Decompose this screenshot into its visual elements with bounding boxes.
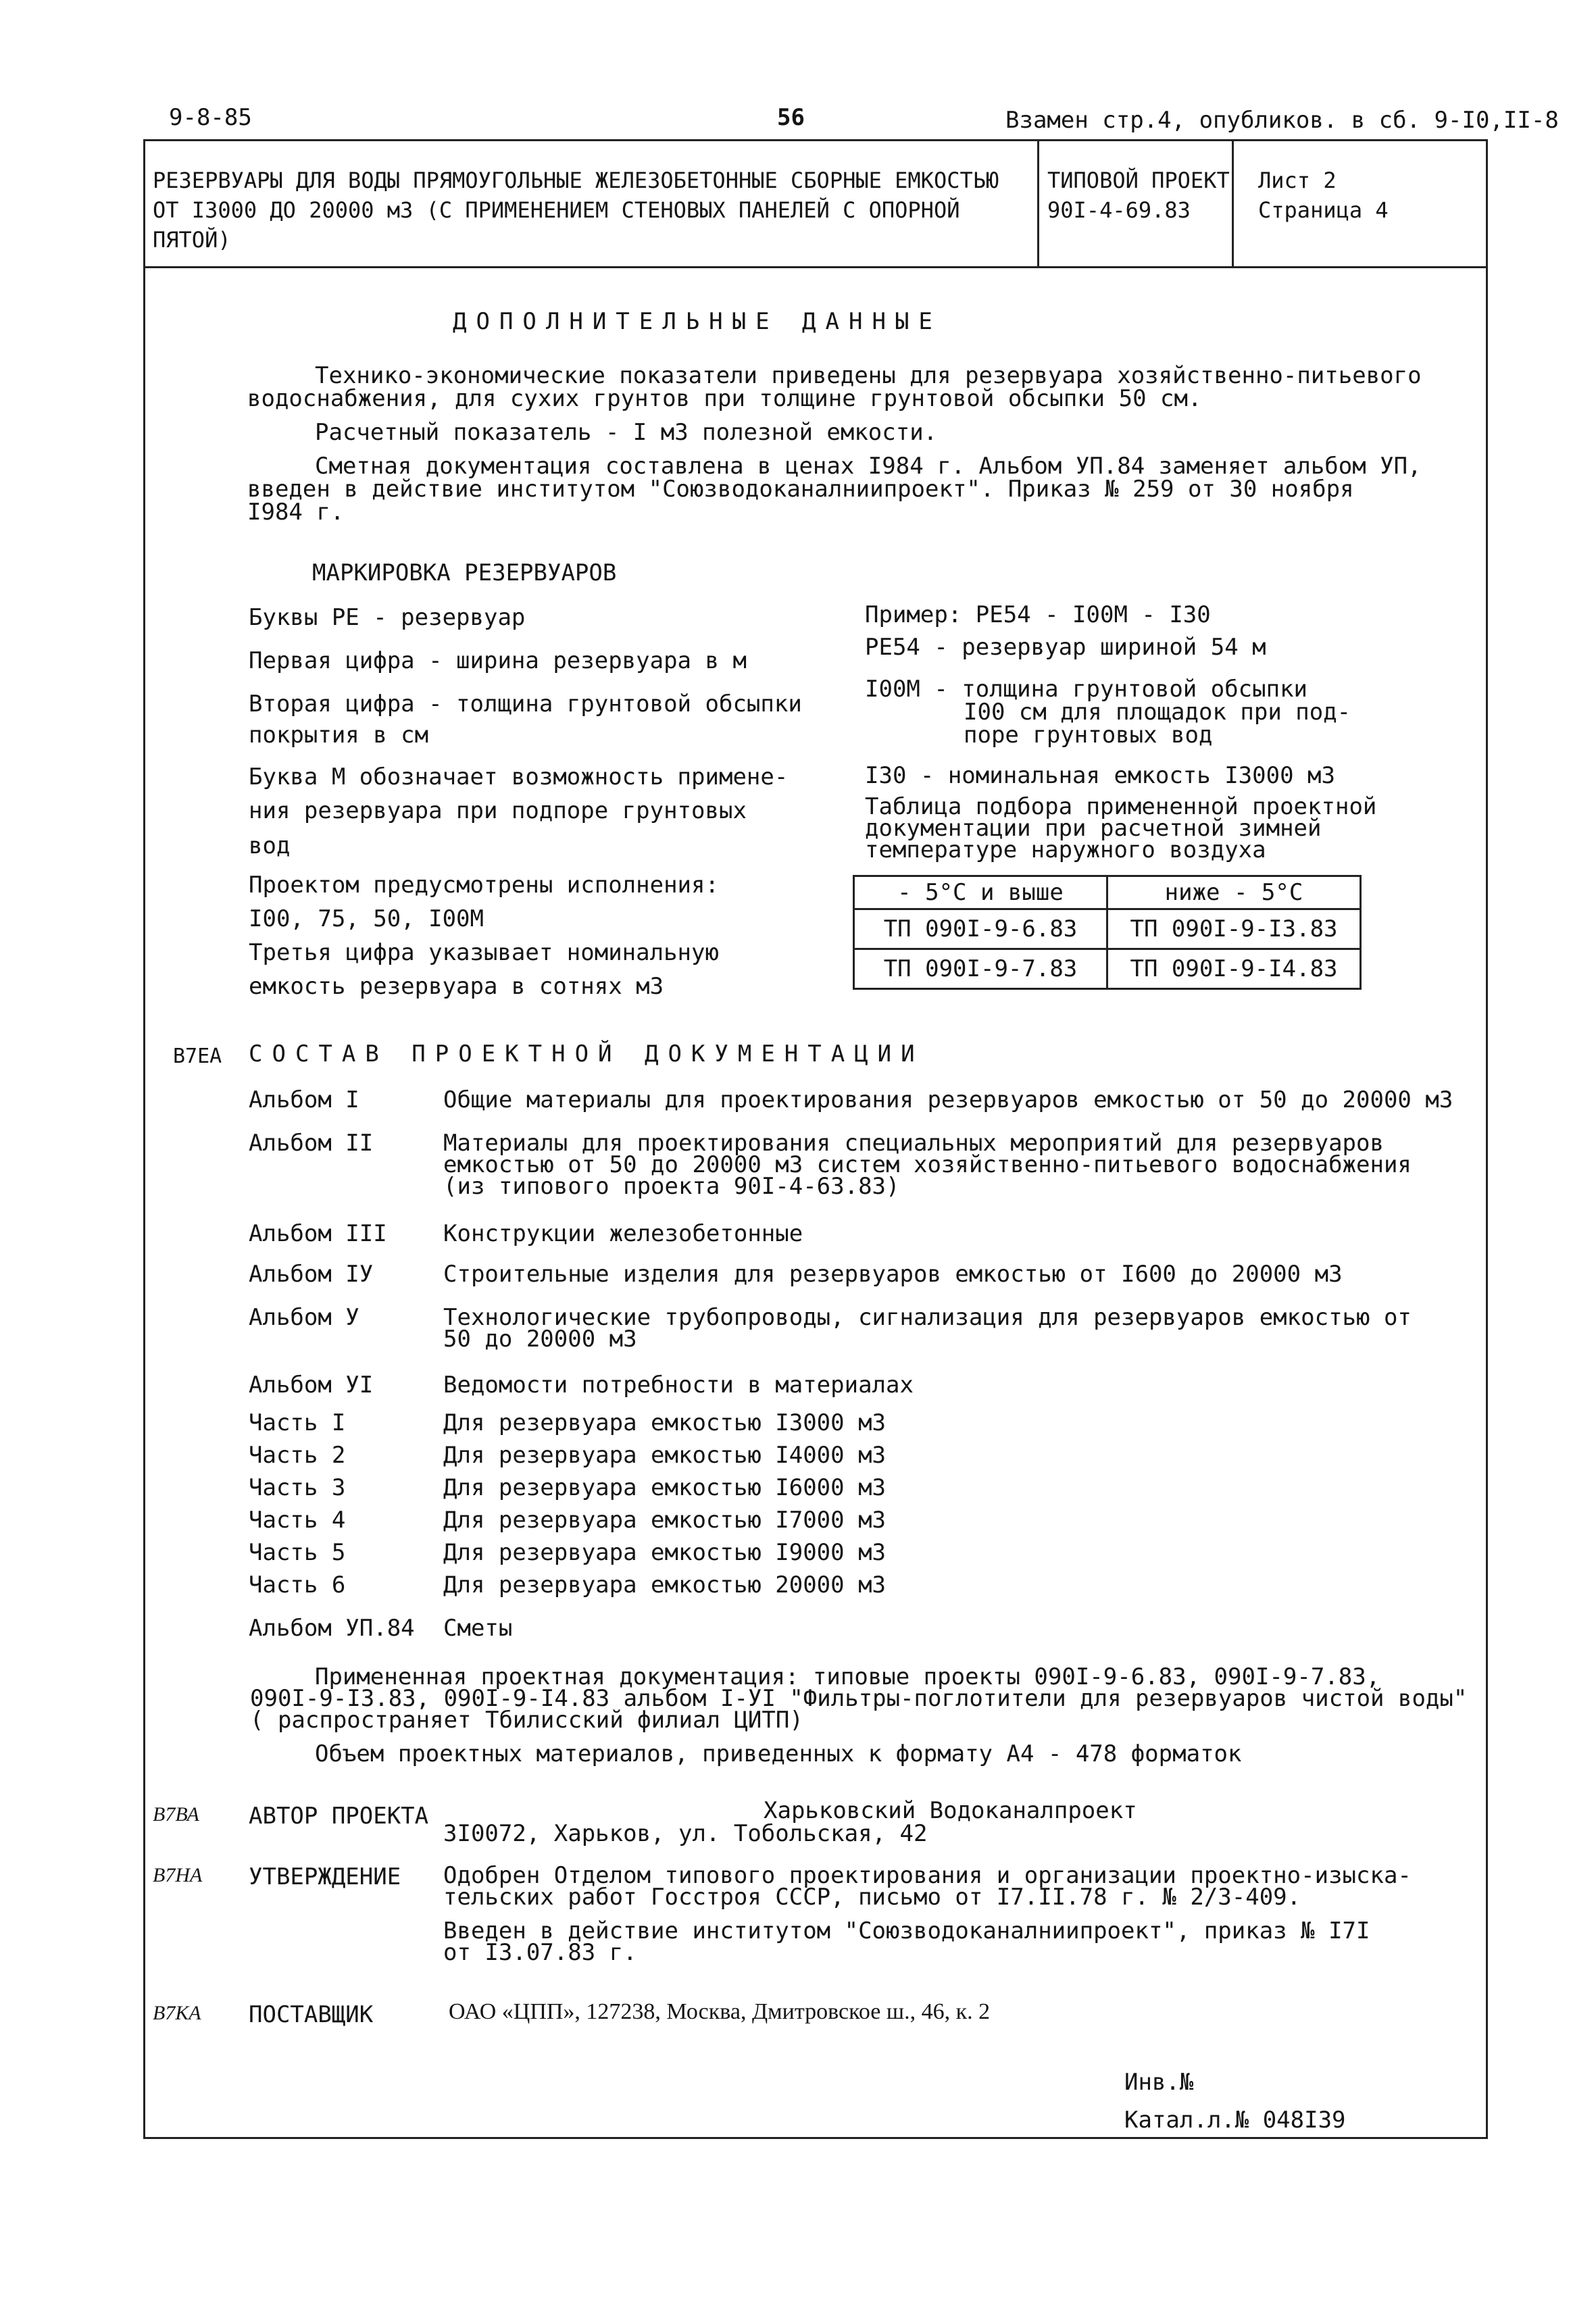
marking-left-6a: Третья цифра указывает номинальную: [249, 939, 719, 966]
project-number: 90I-4-69.83: [1047, 197, 1191, 223]
composition-heading: СОСТАВ ПРОЕКТНОЙ ДОКУМЕНТАЦИИ: [249, 1040, 924, 1067]
header-date: 9-8-85: [169, 104, 252, 131]
marking-right-2: РЕ54 - резервуар шириной 54 м: [865, 634, 1266, 661]
marking-left-5b: I00, 75, 50, I00М: [249, 905, 484, 932]
additional-p2: Расчетный показатель - I м3 полезной емкости.: [315, 419, 938, 446]
replaces-note: Взамен стр.4, опубликов. в сб. 9-I0,II-8: [1005, 107, 1559, 134]
table-cell: ТП 090I-9-I4.83: [1107, 949, 1361, 989]
table-cell: ТП 090I-9-I3.83: [1107, 909, 1361, 949]
album-text: емкостью от 50 до 20000 м3 систем хозяйственно-питьевого водоснабжения: [443, 1151, 1412, 1178]
album-text: Сметы: [443, 1615, 513, 1642]
album-label: Альбом У: [249, 1304, 359, 1331]
album-text: Строительные изделия для резервуаров емкостью от I600 до 20000 м3: [443, 1261, 1343, 1288]
album-text: Материалы для проектирования специальных мероприятий для резервуаров: [443, 1130, 1384, 1157]
selection-col-warm: - 5°С и выше: [854, 876, 1107, 909]
marking-left-3a: Вторая цифра - толщина грунтовой обсыпки: [249, 690, 802, 718]
supplier-label: ПОСТАВЩИК: [249, 2001, 374, 2028]
title-line-2: ОТ I3000 ДО 20000 м3 (С ПРИМЕНЕНИЕМ СТЕНОВЫХ ПАНЕЛЕЙ С ОПОРНОЙ: [153, 197, 960, 223]
marking-left-2: Первая цифра - ширина резервуара в м: [249, 647, 747, 674]
album-text: Общие материалы для проектирования резервуаров емкостью от 50 до 20000 м3: [443, 1086, 1453, 1113]
album-text: (из типового проекта 90I-4-63.83): [443, 1173, 900, 1200]
composition-code: В7ЕА: [173, 1045, 222, 1068]
album-label: Альбом II: [249, 1130, 374, 1157]
part-label: Часть 5: [249, 1539, 346, 1566]
supplier-text: ОАО «ЦПП», 127238, Москва, Дмитровское ш., 46, к. 2: [449, 1999, 991, 2024]
selection-table-header: [854, 876, 1361, 909]
album-label: Альбом I: [249, 1086, 359, 1113]
marking-right-4: I30 - номинальная емкость I3000 м3: [865, 762, 1335, 789]
table-row: [854, 909, 1361, 949]
approval-code: В7НА: [153, 1864, 203, 1886]
page-label: Страница 4: [1258, 197, 1389, 223]
additional-p3-line2: введен в действие институтом "Союзводоканалниипроект". Приказ № 259 от 30 ноября: [247, 476, 1354, 503]
part-text: Для резервуара емкостью I9000 м3: [443, 1539, 887, 1566]
marking-heading: МАРКИРОВКА РЕЗЕРВУАРОВ: [312, 559, 617, 586]
album-label: Альбом IУ: [249, 1261, 374, 1288]
table-cell: ТП 090I-9-7.83: [854, 949, 1107, 989]
applied-line-2: 090I-9-I3.83, 090I-9-I4.83 альбом I-УI "Фильтры-поглотители для резервуаров чистой воды": [250, 1685, 1468, 1712]
marking-right-3a: I00М - толщина грунтовой обсыпки: [865, 676, 1308, 703]
table-row: [854, 949, 1361, 989]
marking-right-1: Пример: РЕ54 - I00М - I30: [865, 601, 1211, 628]
author-label: АВТОР ПРОЕКТА: [249, 1803, 429, 1830]
volume-line: Объем проектных материалов, приведенных к формату А4 - 478 форматок: [315, 1740, 1242, 1767]
applied-line-3: ( распространяет Тбилисский филиал ЦИТП): [250, 1707, 803, 1734]
part-text: Для резервуара емкостью I4000 м3: [443, 1442, 887, 1469]
marking-left-5a: Проектом предусмотрены исполнения:: [249, 872, 719, 899]
approval-line-2: тельских работ Госстроя СССР, письмо от I7.II.78 г. № 2/3-409.: [443, 1884, 1301, 1911]
marking-right-5a: Таблица подбора примененной проектной: [865, 793, 1377, 820]
approval-line-1: Одобрен Отделом типового проектирования и организации проектно-изыска-: [443, 1862, 1412, 1889]
sheet-number: Лист 2: [1258, 168, 1337, 193]
marking-left-4b: ния резервуара при подпоре грунтовых: [249, 797, 747, 824]
table-cell: ТП 090I-9-6.83: [854, 909, 1107, 949]
part-label: Часть 6: [249, 1571, 346, 1599]
album-text: 50 до 20000 м3: [443, 1326, 637, 1353]
additional-p1-line1: Технико-экономические показатели приведены для резервуара хозяйственно-питьевого: [315, 362, 1422, 389]
part-text: Для резервуара емкостью I3000 м3: [443, 1409, 887, 1436]
part-label: Часть 2: [249, 1442, 346, 1469]
approval-label: УТВЕРЖДЕНИЕ: [249, 1863, 401, 1890]
marking-right-5c: температуре наружного воздуха: [865, 836, 1266, 863]
title-line-3: ПЯТОЙ): [153, 227, 231, 253]
page-number: 56: [777, 104, 805, 131]
part-label: Часть 3: [249, 1474, 346, 1501]
marking-left-3b: покрытия в см: [249, 722, 429, 749]
title-block-divider-1: [1037, 139, 1039, 268]
part-text: Для резервуара емкостью 20000 м3: [443, 1571, 887, 1599]
marking-right-5b: документации при расчетной зимней: [865, 815, 1322, 842]
selection-col-cold: ниже - 5°С: [1107, 876, 1361, 909]
author-code: В7ВА: [153, 1803, 199, 1826]
additional-p1-line2: водоснабжения, для сухих грунтов при толщине грунтовой обсыпки 50 см.: [247, 385, 1202, 412]
title-line-1: РЕЗЕРВУАРЫ ДЛЯ ВОДЫ ПРЯМОУГОЛЬНЫЕ ЖЕЛЕЗОБЕТОННЫЕ СБОРНЫЕ ЕМКОСТЬЮ: [153, 168, 999, 193]
part-text: Для резервуара емкостью I6000 м3: [443, 1474, 887, 1501]
marking-left-6b: емкость резервуара в сотнях м3: [249, 973, 664, 1000]
additional-p3-line1: Сметная документация составлена в ценах I984 г. Альбом УП.84 заменяет альбом УП,: [315, 453, 1422, 480]
applied-line-1: Примененная проектная документация: типовые проекты 090I-9-6.83, 090I-9-7.83,: [315, 1663, 1380, 1690]
part-label: Часть I: [249, 1409, 346, 1436]
catalog-number: Катал.л.№ 048I39: [1124, 2107, 1346, 2134]
marking-left-4a: Буква М обозначает возможность примене-: [249, 763, 789, 790]
album-text: Ведомости потребности в материалах: [443, 1372, 914, 1399]
album-label: Альбом III: [249, 1220, 387, 1247]
supplier-code: В7КА: [153, 2002, 201, 2024]
project-label: ТИПОВОЙ ПРОЕКТ: [1047, 168, 1230, 193]
additional-p3-line3: I984 г.: [247, 499, 345, 526]
additional-heading: ДОПОЛНИТЕЛЬНЫЕ ДАННЫЕ: [453, 308, 942, 335]
selection-table: [853, 875, 1362, 990]
marking-right-3b: I00 см для площадок при под-: [964, 699, 1351, 726]
marking-left-4c: вод: [249, 832, 291, 859]
marking-right-3c: поре грунтовых вод: [964, 722, 1213, 749]
part-text: Для резервуара емкостью I7000 м3: [443, 1507, 887, 1534]
album-text: Технологические трубопроводы, сигнализация для резервуаров емкостью от: [443, 1304, 1412, 1331]
part-label: Часть 4: [249, 1507, 346, 1534]
approval-line-3: Введен в действие институтом "Союзводоканалниипроект", приказ № I7I: [443, 1917, 1370, 1944]
author-line-2: 3I0072, Харьков, ул. Тобольская, 42: [443, 1820, 928, 1847]
title-block-divider-2: [1232, 139, 1234, 268]
marking-left-1: Буквы РЕ - резервуар: [249, 604, 526, 631]
title-block-bottom-rule: [143, 266, 1488, 268]
approval-line-4: от I3.07.83 г.: [443, 1939, 637, 1966]
album-label: Альбом УП.84: [249, 1615, 415, 1642]
album-label: Альбом УI: [249, 1372, 374, 1399]
album-text: Конструкции железобетонные: [443, 1220, 803, 1247]
inventory-number: Инв.№: [1124, 2069, 1194, 2096]
author-line-1: Харьковский Водоканалпроект: [764, 1797, 1137, 1824]
